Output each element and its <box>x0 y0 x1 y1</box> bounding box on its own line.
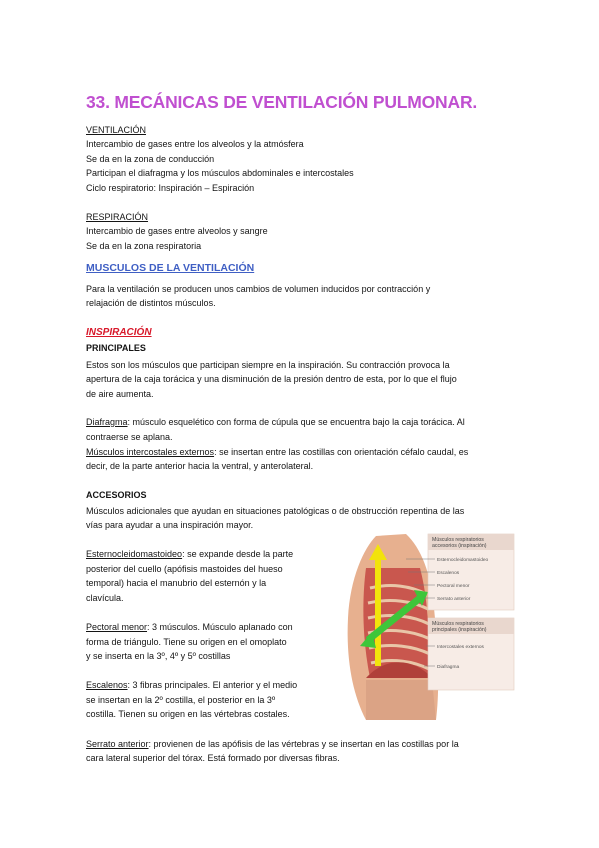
pectoral-paragraph <box>86 621 293 633</box>
diafragma-text: : músculo esquelético con forma de cúpula que se encuentra bajo la caja torácica. Al <box>127 417 465 427</box>
box1-item: Serrato anterior <box>437 597 471 602</box>
box1-item: Escalenos <box>437 571 460 576</box>
escalenos-line: se insertan en la 2º costilla, el posterior en la 3º <box>86 695 276 705</box>
serrato-line: cara lateral superior del tórax. Está formado por diversas fibras. <box>86 753 340 763</box>
ventilacion-line: Se da en la zona de conducción <box>86 154 215 164</box>
intercostales-paragraph <box>86 446 468 458</box>
abdomen <box>366 680 436 720</box>
ventilacion-line: Participan el diafragma y los músculos abdominales e intercostales <box>86 168 354 178</box>
principales-line: de aire aumenta. <box>86 389 154 399</box>
accesorios-line: Músculos adicionales que ayudan en situaciones patológicas o de obstrucción repentina de las <box>86 506 465 516</box>
respiracion-line: Intercambio de gases entre alveolos y sangre <box>86 226 268 236</box>
esterno-term: Esternocleidomastoideo <box>86 549 183 559</box>
escalenos-text: : 3 fibras principales. El anterior y el medio <box>127 680 298 690</box>
escalenos-paragraph <box>86 679 297 691</box>
pectoral-line: forma de triángulo. Tiene su origen en el omoplato <box>86 637 287 647</box>
esterno-line: posterior del cuello (apófisis mastoides del hueso <box>86 564 283 574</box>
box1-title-line: Músculos respiratorios <box>432 537 484 543</box>
box2-item: Intercostales externos <box>437 645 484 650</box>
accesorios-heading: ACCESORIOS <box>86 490 147 500</box>
page-title: 33. MECÁNICAS DE VENTILACIÓN PULMONAR. <box>86 92 478 112</box>
box2-title-line: Músculos respiratorios <box>432 621 484 627</box>
intercostales-line: decir, de la parte anterior hacia la ventral, y anterolateral. <box>86 461 314 471</box>
serrato-term: Serrato anterior <box>86 739 149 749</box>
pectoral-text: : 3 músculos. Músculo aplanado con <box>147 622 293 632</box>
principales-line: apertura de la caja torácica y una disminución de la presión dentro de esta, por lo que el flujo <box>86 374 457 384</box>
box2-item: Diafragma <box>437 665 460 670</box>
serrato-text: : provienen de las apófisis de las vértebras y se insertan en las costillas por la <box>148 739 459 749</box>
escalenos-term: Escalenos <box>86 680 128 690</box>
principales-line: Estos son los músculos que participan siempre en la inspiración. Su contracción provoca la <box>86 360 450 370</box>
serrato-paragraph <box>86 738 459 750</box>
principales-heading: PRINCIPALES <box>86 343 146 353</box>
inspiracion-heading: INSPIRACIÓN <box>86 327 152 338</box>
respiracion-heading: RESPIRACIÓN <box>86 212 149 222</box>
intercostales-text: : se insertan entre las costillas con orientación céfalo caudal, es <box>214 447 469 457</box>
esterno-line: clavícula. <box>86 593 124 603</box>
accesorios-line: vías para ayudar a una inspiración mayor. <box>86 520 254 530</box>
ventilacion-line: Intercambio de gases entre los alveolos y la atmósfera <box>86 139 304 149</box>
pectoral-line: y se inserta en la 3º, 4º y 5º costillas <box>86 651 231 661</box>
intercostales-term: Músculos intercostales externos <box>86 447 215 457</box>
esterno-paragraph <box>86 548 293 560</box>
diafragma-line: contraerse se aplana. <box>86 432 173 442</box>
box1-item: Pectoral menor <box>437 584 470 589</box>
escalenos-line: costilla. Tienen su origen en las vértebras costales. <box>86 709 290 719</box>
esterno-line: temporal) hacia el manubrio del esternón y la <box>86 578 267 588</box>
box2-title-line: principales (inspiración) <box>432 627 487 633</box>
box1-title-line: accesorios (inspiración) <box>432 543 487 549</box>
pectoral-term: Pectoral menor <box>86 622 148 632</box>
box1-item: Esternocleidomastoideo <box>437 558 489 563</box>
esterno-text: : se expande desde la parte <box>182 549 294 559</box>
respiratory-muscles-figure <box>336 528 516 724</box>
diafragma-term: Diafragma <box>86 417 128 427</box>
section-heading-musculos: MUSCULOS DE LA VENTILACIÓN <box>86 262 255 274</box>
respiracion-line: Se da en la zona respiratoria <box>86 241 202 251</box>
musculos-intro-line: Para la ventilación se producen unos cambios de volumen inducidos por contracción y <box>86 284 431 294</box>
diafragma-paragraph <box>86 416 465 428</box>
ventilacion-line: Ciclo respiratorio: Inspiración – Espiración <box>86 183 255 193</box>
musculos-intro-line: relajación de distintos músculos. <box>86 298 216 308</box>
ventilacion-heading: VENTILACIÓN <box>86 125 147 135</box>
